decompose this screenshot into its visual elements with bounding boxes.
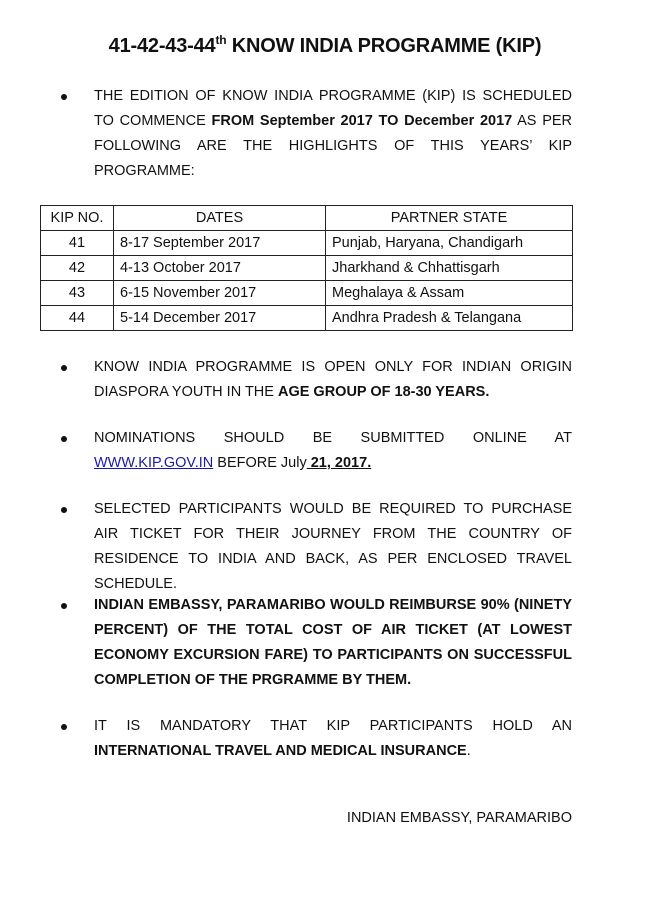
header-kip-no: KIP NO.	[41, 206, 114, 231]
age-group: AGE GROUP OF 18-30 YEARS.	[277, 384, 490, 400]
signature: INDIAN EMBASSY, PARAMARIBO	[346, 810, 572, 826]
bullet-icon	[61, 507, 67, 513]
insurance-text: IT IS MANDATORY THAT KIP PARTICIPANTS HOLD AN	[94, 718, 572, 734]
intro-bullet	[76, 84, 572, 184]
tickets-bullet	[76, 497, 572, 597]
nominations-before: BEFORE July	[213, 455, 307, 471]
title-numbers: 41-42-43-44	[108, 35, 216, 57]
page-title	[0, 35, 650, 58]
eligibility-text: KNOW INDIA PROGRAMME IS OPEN ONLY FOR INDIAN ORIGIN DIASPORA YOUTH IN THE	[94, 359, 572, 400]
cell-kip-no: 41	[41, 231, 114, 256]
bullet-icon	[61, 724, 67, 730]
kip-website-link[interactable]: WWW.KIP.GOV.IN	[94, 455, 214, 471]
table-row	[41, 306, 573, 331]
nomination-deadline: 21, 2017.	[306, 455, 372, 471]
intro-text-1: THE EDITION OF KNOW INDIA PROGRAMME (KIP) IS SCHEDULED TO COMMENCE	[94, 88, 572, 129]
cell-dates: 8-17 September 2017	[114, 231, 326, 256]
table-header-row	[41, 206, 573, 231]
intro-date-range: FROM September 2017 TO December 2017	[211, 113, 513, 129]
table-row	[41, 281, 573, 306]
cell-dates: 6-15 November 2017	[114, 281, 326, 306]
table-row	[41, 256, 573, 281]
table-row	[41, 231, 573, 256]
title-superscript: th	[215, 33, 227, 47]
insurance-bullet	[76, 714, 572, 764]
insurance-period: .	[466, 743, 471, 759]
title-text: KNOW INDIA PROGRAMME (KIP)	[226, 35, 542, 57]
tickets-text: SELECTED PARTICIPANTS WOULD BE REQUIRED TO PURCHASE AIR TICKET FOR THEIR JOURNEY FROM THE COUNTRY OF RESIDENCE TO INDIA AND BACK, AS PER ENCLOSED TRAVEL SCHEDULE.	[94, 501, 572, 592]
insurance-type: INTERNATIONAL TRAVEL AND MEDICAL INSURANCE	[94, 743, 467, 759]
cell-dates: 5-14 December 2017	[114, 306, 326, 331]
cell-kip-no: 44	[41, 306, 114, 331]
cell-partner-state: Meghalaya & Assam	[326, 281, 573, 306]
cell-partner-state: Andhra Pradesh & Telangana	[326, 306, 573, 331]
bullet-icon	[61, 436, 67, 442]
cell-kip-no: 43	[41, 281, 114, 306]
header-dates: DATES	[114, 206, 326, 231]
nominations-text: NOMINATIONS SHOULD BE SUBMITTED ONLINE AT	[94, 430, 572, 446]
cell-dates: 4-13 October 2017	[114, 256, 326, 281]
intro-text-2: AS PER FOLLOWING ARE THE HIGHLIGHTS OF THIS YEARS’ KIP PROGRAMME:	[94, 113, 573, 179]
header-partner-state: PARTNER STATE	[326, 206, 573, 231]
bullet-icon	[61, 603, 67, 609]
cell-kip-no: 42	[41, 256, 114, 281]
reimbursement-bullet	[76, 593, 572, 693]
nominations-bullet	[76, 426, 572, 476]
eligibility-bullet	[76, 355, 572, 405]
kip-schedule-table	[40, 205, 573, 331]
bullet-icon	[61, 94, 67, 100]
cell-partner-state: Jharkhand & Chhattisgarh	[326, 256, 573, 281]
reimbursement-text: INDIAN EMBASSY, PARAMARIBO WOULD REIMBURSE 90% (NINETY PERCENT) OF THE TOTAL COST OF AIR TICKET (AT LOWEST ECONOMY EXCURSION FARE) TO PARTICIPANTS ON SUCCESSFUL COMPLETION OF THE PRGRAMME BY THEM.	[94, 597, 572, 688]
bullet-icon	[61, 365, 67, 371]
cell-partner-state: Punjab, Haryana, Chandigarh	[326, 231, 573, 256]
